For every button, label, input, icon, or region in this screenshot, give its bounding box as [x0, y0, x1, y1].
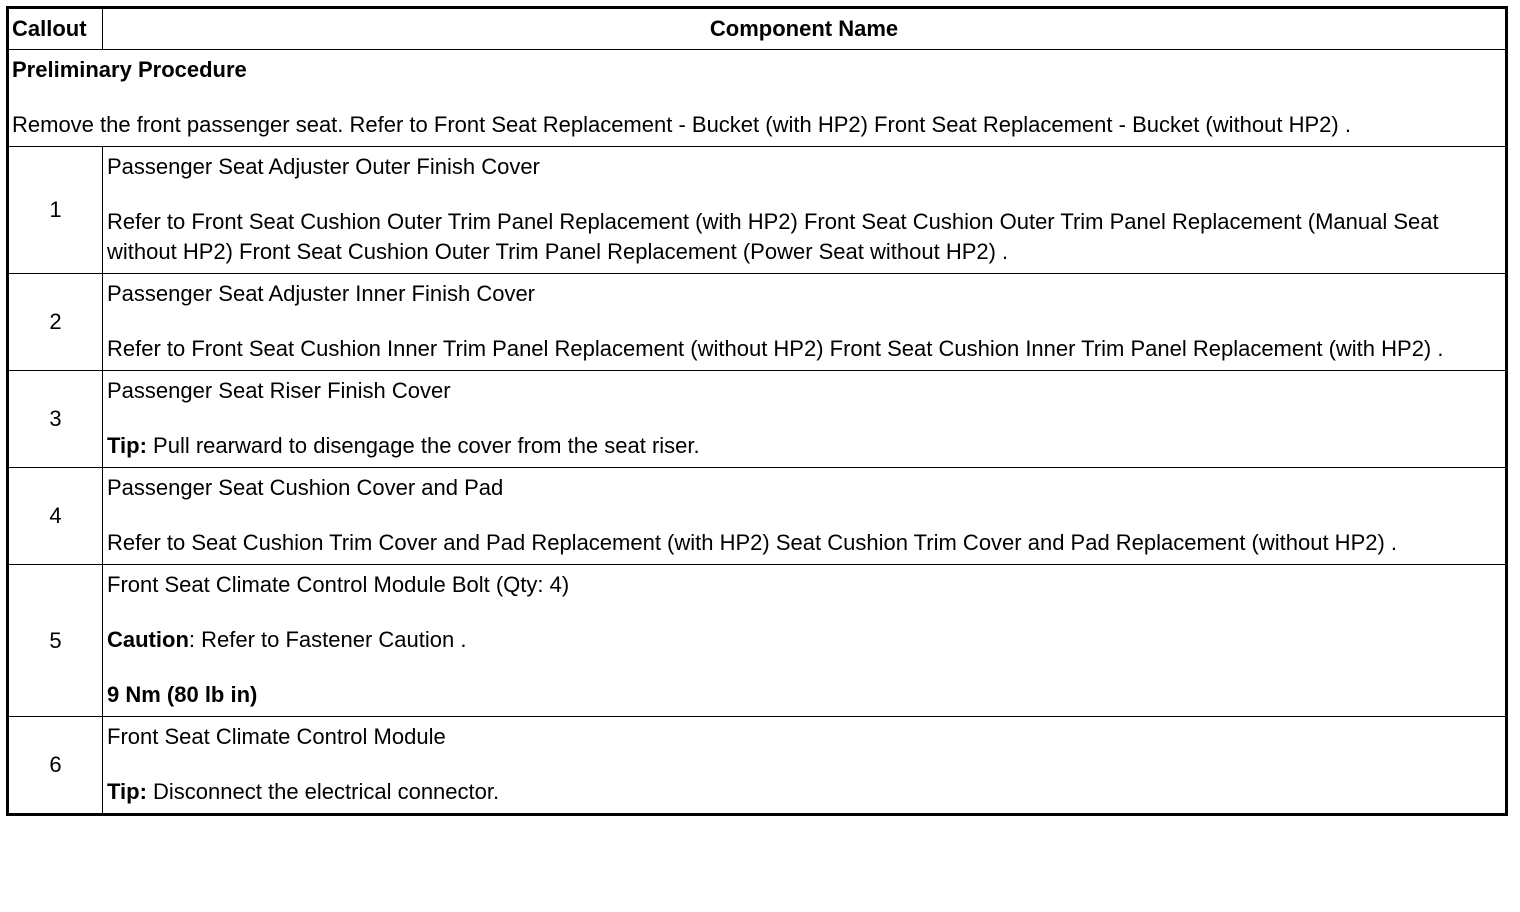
component-note: Refer to Seat Cushion Trim Cover and Pad Replacement (with HP2) Seat Cushion Trim Cover and Pad Replacement (without HP2) .	[107, 530, 1398, 555]
table-row	[8, 565, 1507, 717]
callout-number: 5	[8, 565, 103, 717]
preliminary-text: Remove the front passenger seat. Refer to Front Seat Replacement - Bucket (with HP2) Front Seat Replacement - Bucket (without HP2) .	[12, 112, 1351, 137]
callout-number: 4	[8, 468, 103, 565]
callout-header: Callout	[8, 8, 103, 50]
component-name: Front Seat Climate Control Module	[107, 724, 446, 749]
preliminary-cell	[8, 50, 1507, 147]
component-cell	[103, 565, 1507, 717]
component-cell	[103, 274, 1507, 371]
tip-label: Tip:	[107, 433, 147, 458]
caution-line	[107, 625, 1501, 655]
component-name: Passenger Seat Cushion Cover and Pad	[107, 475, 504, 500]
tip-label: Tip:	[107, 779, 147, 804]
table-row	[8, 371, 1507, 468]
component-name-header: Component Name	[103, 8, 1507, 50]
table-row	[8, 468, 1507, 565]
component-table	[6, 6, 1508, 816]
caution-label: Caution	[107, 627, 189, 652]
component-name: Passenger Seat Adjuster Outer Finish Cover	[107, 154, 540, 179]
component-name: Passenger Seat Riser Finish Cover	[107, 378, 451, 403]
table-row	[8, 274, 1507, 371]
callout-number: 6	[8, 717, 103, 815]
component-name: Passenger Seat Adjuster Inner Finish Cover	[107, 281, 536, 306]
callout-number: 1	[8, 147, 103, 274]
table-row	[8, 147, 1507, 274]
tip-text: Pull rearward to disengage the cover from the seat riser.	[146, 433, 700, 458]
component-cell	[103, 371, 1507, 468]
component-cell	[103, 147, 1507, 274]
tip-line	[107, 777, 1501, 807]
tip-text: Disconnect the electrical connector.	[146, 779, 500, 804]
component-cell	[103, 717, 1507, 815]
torque-spec: 9 Nm (80 lb in)	[107, 682, 258, 707]
caution-text: : Refer to Fastener Caution .	[188, 627, 467, 652]
component-cell	[103, 468, 1507, 565]
table-row	[8, 717, 1507, 815]
preliminary-row	[8, 50, 1507, 147]
callout-number: 3	[8, 371, 103, 468]
tip-line	[107, 431, 1501, 461]
header-row	[8, 8, 1507, 50]
preliminary-title: Preliminary Procedure	[12, 57, 247, 82]
component-name: Front Seat Climate Control Module Bolt (Qty: 4)	[107, 572, 570, 597]
callout-number: 2	[8, 274, 103, 371]
component-note: Refer to Front Seat Cushion Inner Trim Panel Replacement (without HP2) Front Seat Cushion Inner Trim Panel Replacement (with HP2) .	[107, 336, 1444, 361]
component-note: Refer to Front Seat Cushion Outer Trim Panel Replacement (with HP2) Front Seat Cushion Outer Trim Panel Replacement (Manual Seat without HP2) Front Seat Cushion Outer Trim Panel Replacement (Power Seat without HP2) .	[107, 209, 1439, 264]
